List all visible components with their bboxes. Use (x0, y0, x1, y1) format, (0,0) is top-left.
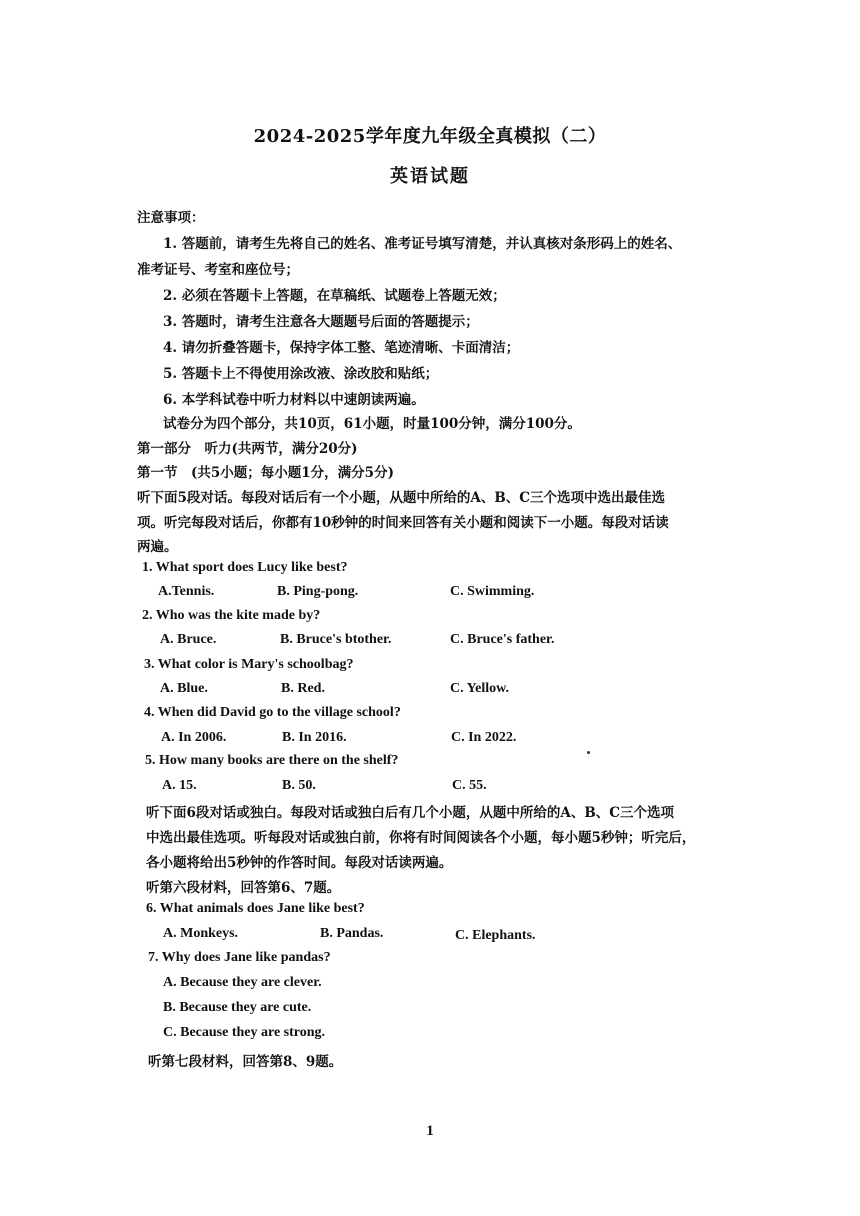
section1-heading: 第一节 (共5小题；每小题1分，满分5分) (137, 465, 394, 481)
option-a: A.Tennis. (158, 584, 215, 599)
note-item: 6. 本学科试卷中听力材料以中速朗读两遍。 (163, 392, 425, 408)
section2-instructions: 听下面6段对话或独白。每段对话或独白后有几个小题，从题中所给的A、B、C三个选项 (146, 805, 675, 821)
option-c: C. In 2022. (451, 730, 517, 745)
question-4: 4. When did David go to the village school? (144, 705, 401, 720)
option-a: A. Because they are clever. (163, 975, 322, 990)
note-item: 3. 答题时，请考生注意各大题题号后面的答题提示； (163, 314, 479, 330)
option-c: C. Elephants. (455, 928, 536, 943)
question-3: 3. What color is Mary's schoolbag? (144, 657, 354, 672)
option-b: B. Because they are cute. (163, 1000, 312, 1015)
part1-heading: 第一部分 听力(共两节，满分20分) (137, 441, 358, 457)
option-a: A. Bruce. (160, 632, 217, 647)
option-a: A. In 2006. (161, 730, 227, 745)
exam-title: 2024-2025学年度九年级全真模拟（二） (253, 126, 607, 147)
option-a: A. Monkeys. (163, 926, 239, 941)
question-6: 6. What animals does Jane like best? (146, 901, 365, 916)
note-item: 5. 答题卡上不得使用涂改液、涂改胶和贴纸； (163, 366, 439, 382)
exam-subtitle: 英语试题 (390, 166, 470, 187)
notes-heading: 注意事项： (137, 210, 205, 226)
option-c: C. Bruce's father. (450, 632, 555, 647)
section1-instructions: 听下面5段对话。每段对话后有一个小题，从题中所给的A、B、C三个选项中选出最佳选 (137, 490, 666, 506)
option-a: A. Blue. (160, 681, 208, 696)
option-b: B. 50. (282, 778, 316, 793)
option-b: B. In 2016. (282, 730, 347, 745)
section2-instructions: 各小题将给出5秒钟的作答时间。每段对话读两遍。 (146, 855, 453, 871)
option-c: C. Swimming. (450, 584, 535, 599)
section1-instructions: 两遍。 (137, 539, 178, 555)
section2-instructions: 中选出最佳选项。听每段对话或独白前，你将有时间阅读各个小题，每小题5秒钟；听完后， (146, 830, 696, 846)
question-1: 1. What sport does Lucy like best? (142, 560, 348, 575)
question-2: 2. Who was the kite made by? (142, 608, 321, 623)
note-item: 2. 必须在答题卡上答题，在草稿纸、试题卷上答题无效； (163, 288, 506, 304)
note-item: 准考证号、考室和座位号； (137, 262, 299, 278)
section1-instructions: 项。听完每段对话后，你都有10秒钟的时间来回答有关小题和阅读下一小题。每段对话读 (137, 515, 669, 531)
question-7: 7. Why does Jane like pandas? (148, 950, 331, 965)
option-c: C. 55. (452, 778, 487, 793)
question-5: 5. How many books are there on the shelf? (145, 753, 399, 768)
option-b: B. Ping-pong. (277, 584, 359, 599)
scan-speck (587, 751, 590, 754)
notes-summary: 试卷分为四个部分，共10页，61小题，时量100分钟，满分100分。 (163, 416, 581, 432)
material-6-heading: 听第六段材料，回答第6、7题。 (146, 880, 341, 896)
option-a: A. 15. (162, 778, 197, 793)
option-b: B. Red. (281, 681, 325, 696)
option-c: C. Yellow. (450, 681, 509, 696)
note-item: 4. 请勿折叠答题卡，保持字体工整、笔迹清晰、卡面清洁； (163, 340, 520, 356)
note-item: 1. 答题前，请考生先将自己的姓名、准考证号填写清楚，并认真核对条形码上的姓名、 (163, 236, 682, 252)
option-b: B. Pandas. (320, 926, 384, 941)
option-b: B. Bruce's btother. (280, 632, 392, 647)
option-c: C. Because they are strong. (163, 1025, 326, 1040)
material-7-heading: 听第七段材料，回答第8、9题。 (148, 1054, 343, 1070)
page-number: 1 (426, 1123, 434, 1139)
